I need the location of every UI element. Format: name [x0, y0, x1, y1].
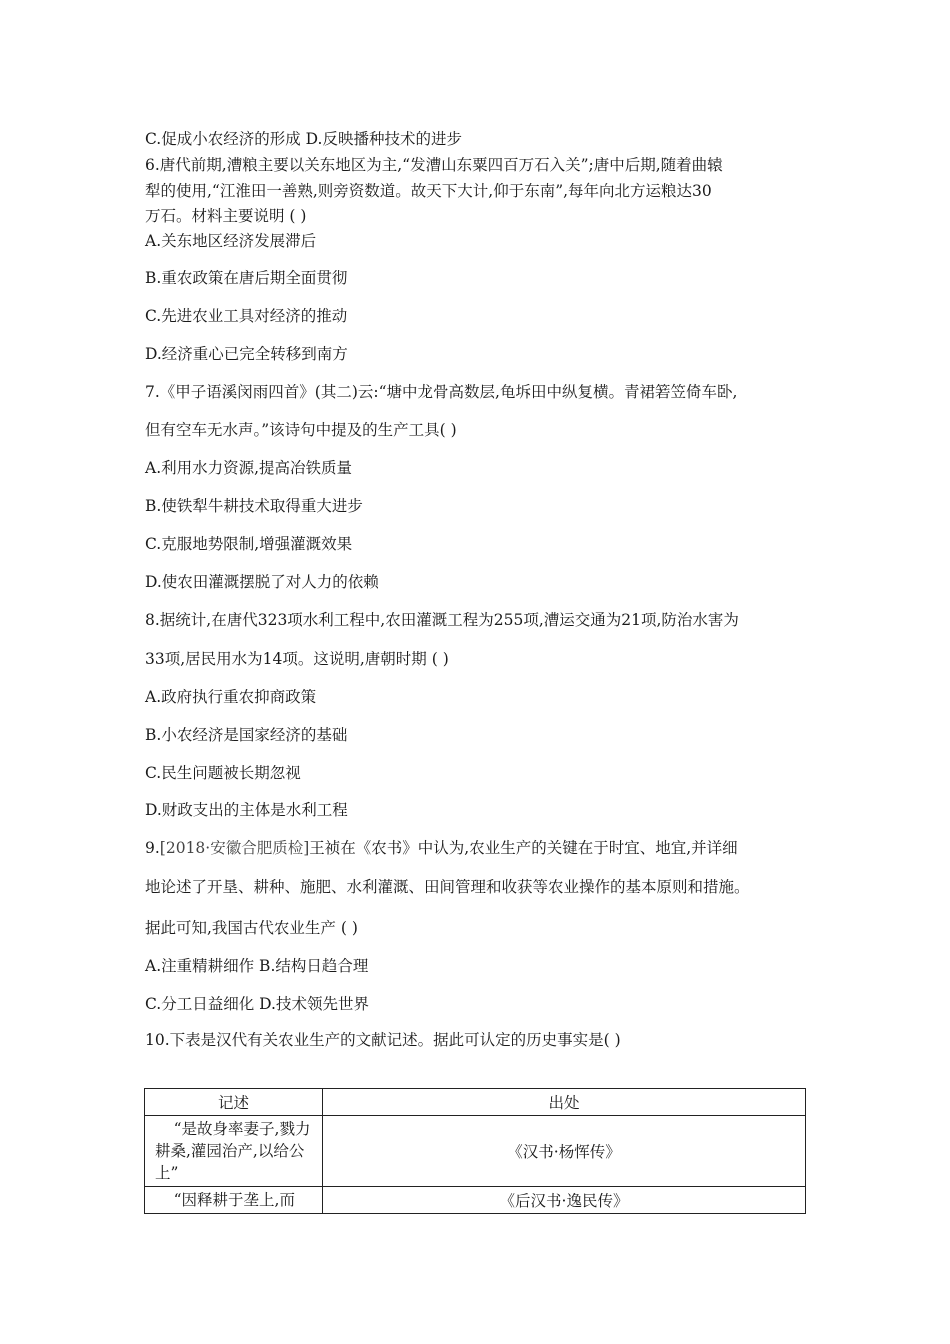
q8-stem-line-1: 8.据统计,在唐代323项水利工程中,农田灌溉工程为255项,漕运交通为21项,防治水害为	[145, 611, 739, 629]
table-header-row	[145, 1089, 806, 1116]
q7-option-b: B.使铁犁牛耕技术取得重大进步	[145, 497, 363, 515]
table-cell-source: 《汉书·杨恽传》	[323, 1116, 806, 1187]
table-cell-quote: “是故身率妻子,戮力耕桑,灌园治产,以给公上”	[145, 1116, 323, 1187]
q8-stem-line-2: 33项,居民用水为14项。这说明,唐朝时期 ( )	[145, 650, 449, 668]
q8-option-c: C.民生问题被长期忽视	[145, 764, 301, 782]
q9-stem-line-3: 据此可知,我国古代农业生产 ( )	[145, 919, 358, 937]
q9-number: 9.	[145, 839, 160, 857]
q9-stem-line-2: 地论述了开垦、耕种、施肥、水利灌溉、田间管理和收获等农业操作的基本原则和措施。	[145, 878, 750, 896]
table-header-record: 记述	[145, 1089, 323, 1116]
q9-options-ab: A.注重精耕细作 B.结构日趋合理	[145, 957, 369, 975]
q9-source-tag: [2018·安徽合肥质检]	[159, 839, 310, 857]
q6-option-b: B.重农政策在唐后期全面贯彻	[145, 269, 348, 287]
table-cell-quote: “因释耕于垄上,而	[145, 1187, 323, 1214]
table-header-source: 出处	[323, 1089, 806, 1116]
q6-stem-line-3: 万石。材料主要说明 ( )	[145, 207, 307, 225]
q6-option-d: D.经济重心已完全转移到南方	[145, 345, 348, 363]
q9-stem-line-1	[145, 838, 738, 858]
q6-option-a: A.关东地区经济发展滞后	[145, 232, 317, 250]
q8-option-a: A.政府执行重农抑商政策	[145, 688, 317, 706]
q7-stem-line-2: 但有空车无水声。”该诗句中提及的生产工具( )	[145, 421, 457, 439]
source-table	[144, 1088, 806, 1214]
q9-stem-text: 王祯在《农书》中认为,农业生产的关键在于时宜、地宜,并详细	[309, 839, 738, 857]
q7-option-c: C.克服地势限制,增强灌溉效果	[145, 535, 353, 553]
q7-option-a: A.利用水力资源,提高冶铁质量	[145, 459, 353, 477]
q10-stem: 10.下表是汉代有关农业生产的文献记述。据此可认定的历史事实是( )	[145, 1031, 621, 1049]
q7-option-d: D.使农田灌溉摆脱了对人力的依赖	[145, 573, 379, 591]
q8-option-b: B.小农经济是国家经济的基础	[145, 726, 348, 744]
q6-stem-line-2: 犁的使用,“江淮田一善熟,则旁资数道。故天下大计,仰于东南”,每年向北方运粮达30	[145, 182, 712, 200]
q9-options-cd: C.分工日益细化 D.技术领先世界	[145, 995, 369, 1013]
q6-stem-line-1: 6.唐代前期,漕粮主要以关东地区为主,“发漕山东粟四百万石入关”;唐中后期,随着曲辕	[145, 156, 723, 174]
table-row	[145, 1116, 806, 1187]
q6-option-c: C.先进农业工具对经济的推动	[145, 307, 348, 325]
q5-options-cd: C.促成小农经济的形成 D.反映播种技术的进步	[145, 130, 462, 148]
table-cell-source: 《后汉书·逸民传》	[323, 1187, 806, 1214]
q8-option-d: D.财政支出的主体是水利工程	[145, 801, 348, 819]
table-row	[145, 1187, 806, 1214]
q7-stem-line-1: 7.《甲子语溪闵雨四首》(其二)云:“塘中龙骨高数层,龟坼田中纵复横。青裙箬笠倚车卧,	[145, 383, 738, 401]
